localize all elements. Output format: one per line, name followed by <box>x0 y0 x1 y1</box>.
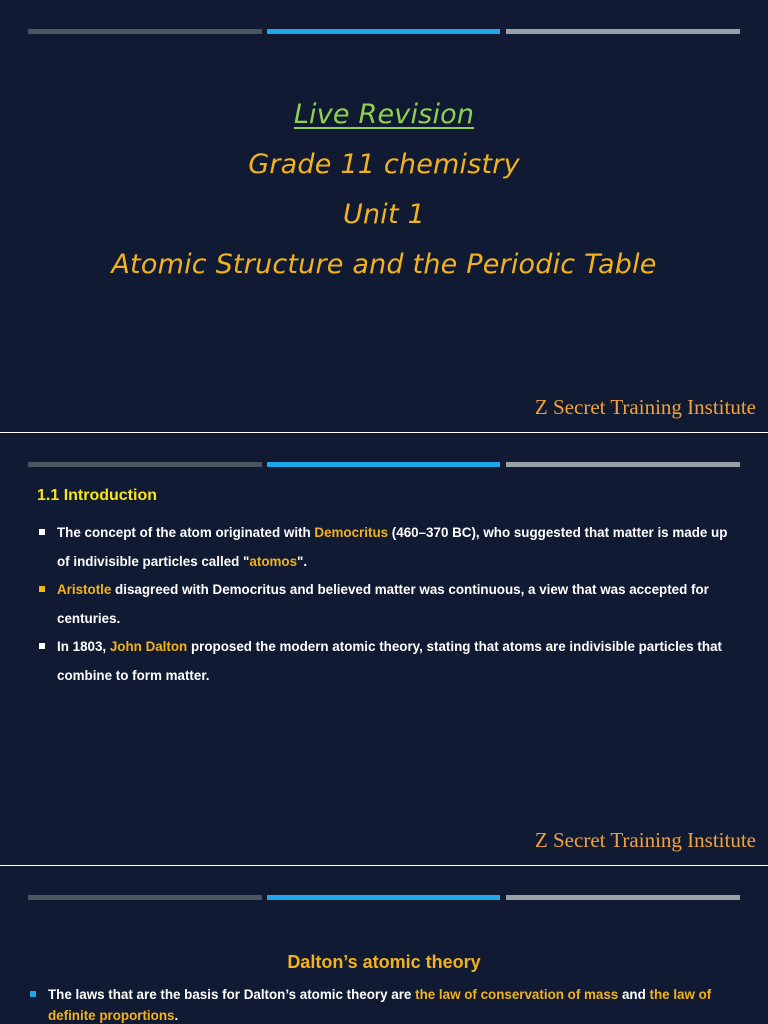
list-item <box>37 633 743 690</box>
bullet-text: disagreed with Democritus and believed matter was continuous, a view that was accepted for centuries. <box>57 582 709 626</box>
grade-title: Grade 11 chemistry <box>248 149 520 180</box>
title-block <box>0 90 768 290</box>
bullet-square-icon <box>39 643 45 649</box>
bullet-square-icon <box>39 529 45 535</box>
list-item <box>37 576 743 633</box>
bullet-text: . <box>174 1008 179 1023</box>
bullet-square-icon <box>39 586 45 592</box>
bar-blue <box>267 462 500 467</box>
bullet-text: ". <box>297 553 308 569</box>
bullet-list <box>37 519 743 690</box>
bullet-list <box>28 984 744 1024</box>
decorative-bars <box>28 462 740 467</box>
bullet-text: In 1803, <box>57 639 110 654</box>
bullet-square-icon <box>30 991 36 997</box>
section-heading: 1.1 Introduction <box>37 487 157 504</box>
bar-grey <box>506 895 740 900</box>
list-item <box>37 519 743 576</box>
bullet-text: proposed the modern atomic theory, stating that atoms are indivisible particles that combine to form matter. <box>57 639 722 683</box>
bullet-text: The concept of the atom originated with <box>57 525 315 540</box>
institute-footer: Z Secret Training Institute <box>534 828 756 852</box>
institute-footer: Z Secret Training Institute <box>534 395 756 419</box>
list-item <box>28 984 744 1024</box>
highlight-conservation-of-mass: the law of conservation of mass <box>415 987 619 1002</box>
bar-grey <box>506 462 740 467</box>
decorative-bars <box>28 29 740 34</box>
live-revision-title: Live Revision <box>293 99 475 130</box>
highlight-aristotle: Aristotle <box>57 582 112 597</box>
bar-blue <box>267 895 500 900</box>
bar-blue <box>267 29 500 34</box>
bullet-text: and <box>618 987 650 1002</box>
bar-dark <box>28 462 262 467</box>
bullet-text: (460–370 BC), who suggested that matter is made up of indivisible particles called " <box>57 525 728 569</box>
section-heading: Dalton’s atomic theory <box>287 952 481 972</box>
bar-dark <box>28 29 262 34</box>
bar-dark <box>28 895 262 900</box>
title-slide <box>0 0 768 432</box>
decorative-bars <box>28 895 740 900</box>
highlight-atomos: atomos <box>249 553 298 569</box>
dalton-slide <box>0 866 768 1024</box>
highlight-democritus: Democritus <box>314 525 389 540</box>
bullet-text: The laws that are the basis for Dalton’s atomic theory are <box>48 987 416 1002</box>
highlight-definite-proportions: the law of definite proportions <box>48 987 712 1023</box>
topic-title: Atomic Structure and the Periodic Table <box>111 249 657 280</box>
introduction-slide <box>0 433 768 865</box>
highlight-john-dalton: John Dalton <box>109 639 188 654</box>
unit-title: Unit 1 <box>343 199 425 230</box>
bar-grey <box>506 29 740 34</box>
